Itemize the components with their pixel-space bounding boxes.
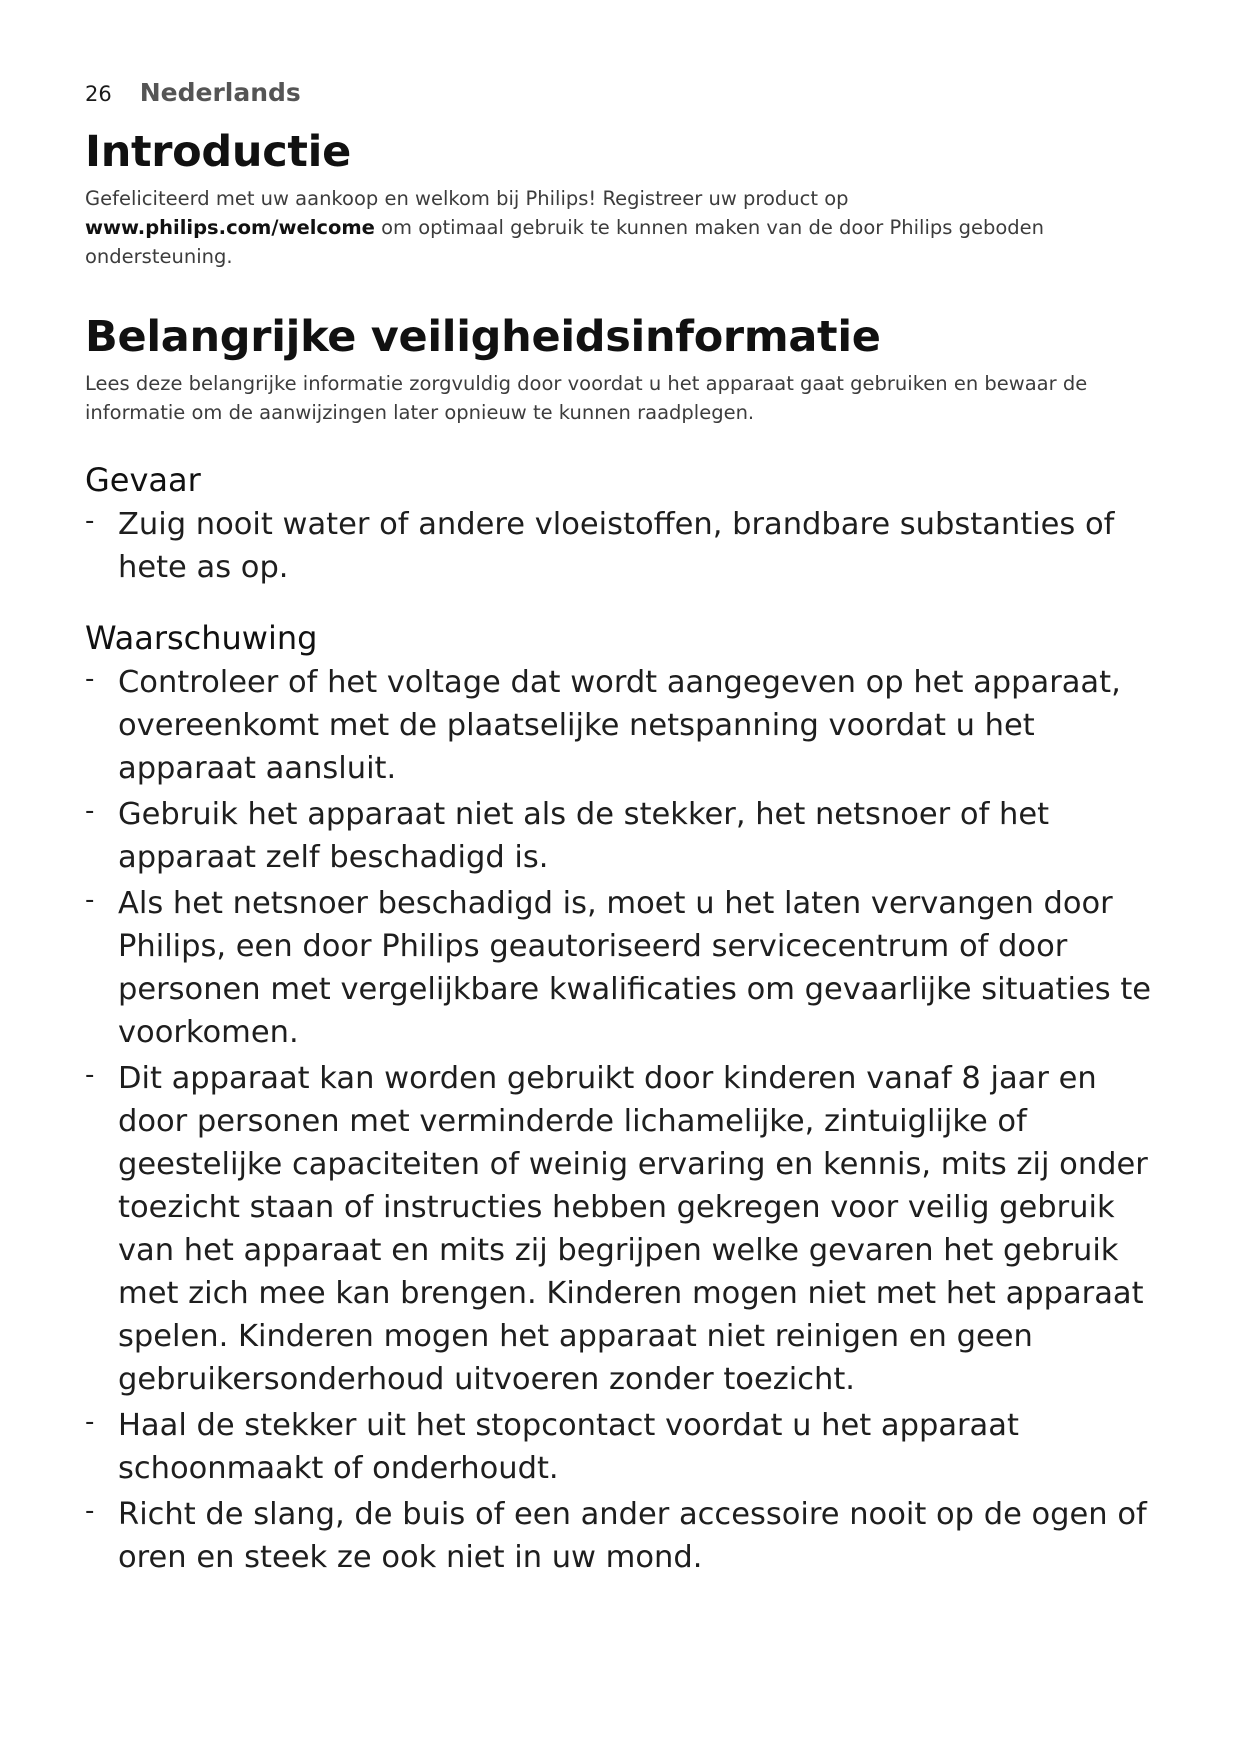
bullet-dash: -: [85, 1060, 95, 1090]
bullet-dash: -: [85, 506, 95, 536]
introduction-text-end: om optimaal gebruik te kunnen maken van de door Philips geboden ondersteuning.: [85, 216, 1045, 268]
welcome-url: www.philips.com/welcome: [85, 216, 375, 239]
warning-item: [85, 882, 1165, 1054]
warning-item: [85, 1493, 1165, 1579]
warning-item-text: Als het netsnoer beschadigd is, moet u het laten vervangen door Philips, een door Philips geautoriseerd servicecentrum of door personen met vergelijkbare kwalificaties om gevaarlijke situaties te voorkomen.: [118, 886, 1152, 1050]
warning-item: [85, 1404, 1165, 1490]
danger-item: [85, 503, 1165, 589]
bullet-dash: -: [85, 1496, 95, 1526]
page-number: 26: [85, 82, 112, 106]
warning-item-text: Controleer of het voltage dat wordt aangegeven op het apparaat, overeenkomt met de plaatselijke netspanning voordat u het apparaat aansluit.: [118, 665, 1121, 786]
warning-item: [85, 661, 1165, 790]
danger-item-text: Zuig nooit water of andere vloeistoffen, brandbare substanties of hete as op.: [118, 507, 1115, 585]
introduction-title: Introductie: [85, 127, 351, 177]
warning-heading: Waarschuwing: [85, 619, 318, 657]
bullet-dash: -: [85, 1407, 95, 1437]
introduction-text-start: Gefeliciteerd met uw aankoop en welkom bij Philips! Registreer uw product op: [85, 187, 849, 210]
safety-title: Belangrijke veiligheidsinformatie: [85, 312, 881, 362]
warning-item-text: Dit apparaat kan worden gebruikt door kinderen vanaf 8 jaar en door personen met verminderde lichamelijke, zintuiglijke of geestelijke capaciteiten of weinig ervaring en kennis, mits zij onder toezicht staan of instructies hebben gekregen voor veilig gebruik van het apparaat en mits zij begrijpen welke gevaren het gebruik met zich mee kan brengen. Kinderen mogen niet met het apparaat spelen. Kinderen mogen het apparaat niet reinigen en geen gebruikersonderhoud uitvoeren zonder toezicht.: [118, 1061, 1148, 1397]
manual-page: [85, 78, 1165, 1582]
language-label: Nederlands: [139, 78, 301, 107]
warning-item-text: Gebruik het apparaat niet als de stekker, het netsnoer of het apparaat zelf beschadigd is.: [118, 797, 1050, 875]
warning-item-text: Haal de stekker uit het stopcontact voordat u het apparaat schoonmaakt of onderhoudt.: [118, 1408, 1019, 1486]
warning-item: [85, 1057, 1165, 1401]
introduction-text: [85, 184, 1165, 271]
bullet-dash: -: [85, 885, 95, 915]
safety-intro: Lees deze belangrijke informatie zorgvuldig door voordat u het apparaat gaat gebruiken en bewaar de informatie om de aanwijzingen later opnieuw te kunnen raadplegen.: [85, 372, 1088, 424]
warning-item-text: Richt de slang, de buis of een ander accessoire nooit op de ogen of oren en steek ze ook niet in uw mond.: [118, 1497, 1147, 1575]
danger-heading: Gevaar: [85, 461, 201, 499]
running-header: [85, 78, 1165, 112]
warning-item: [85, 793, 1165, 879]
bullet-dash: -: [85, 796, 95, 826]
danger-list: [85, 503, 1165, 589]
warning-list: [85, 661, 1165, 1579]
bullet-dash: -: [85, 664, 95, 694]
